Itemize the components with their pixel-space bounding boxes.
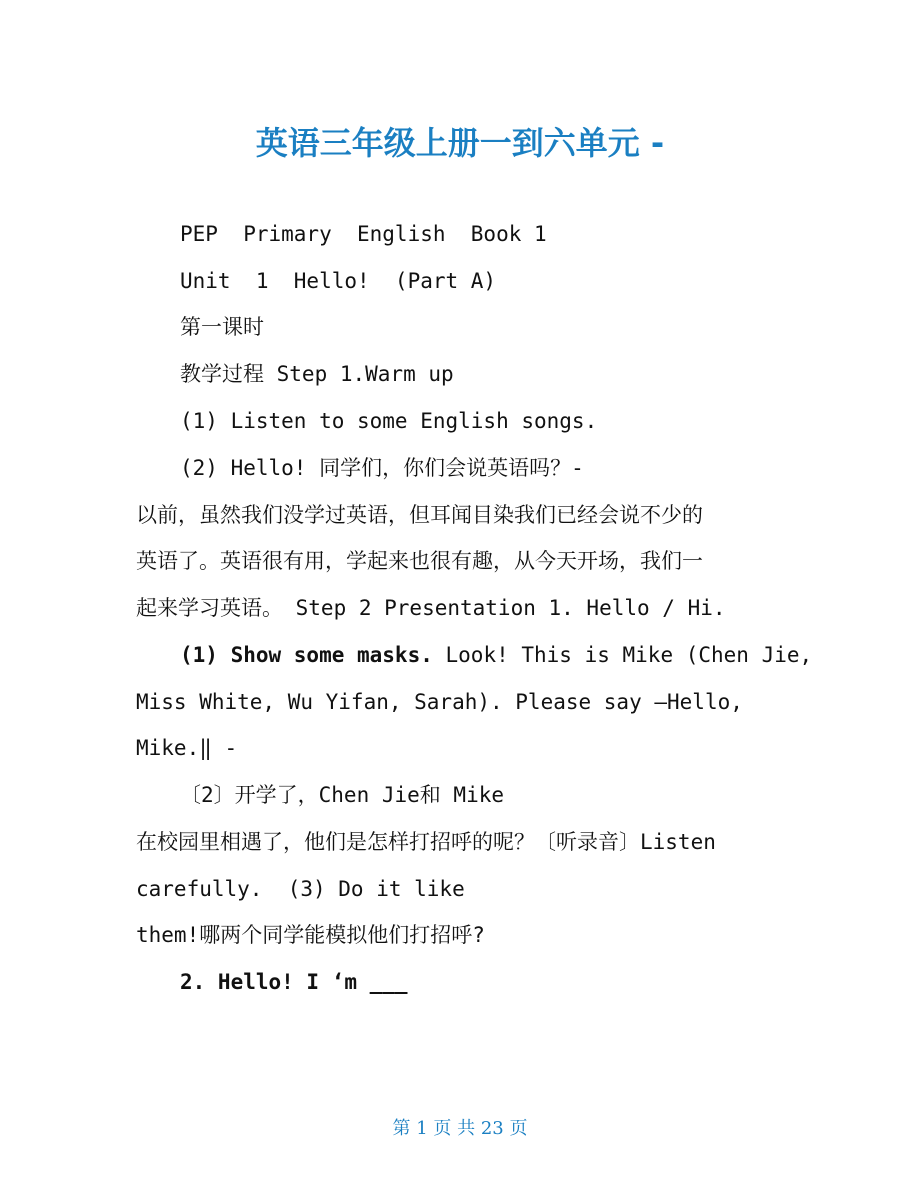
unit-line: Unit 1 Hello! (Part A) <box>180 269 497 293</box>
section-heading: 2. Hello! I ‘m ___ <box>180 970 408 994</box>
masks-line <box>180 641 812 669</box>
step2-item-line: 〔2〕开学了，Chen Jie和 Mike <box>180 783 505 807</box>
paragraph-line: carefully. (3) Do it like <box>136 877 465 901</box>
paragraph-line: Miss White, Wu Yifan, Sarah). Please say ―Hello, <box>136 690 743 714</box>
listen-line: (1) Listen to some English songs. <box>180 409 598 433</box>
paragraph-line: 英语了。英语很有用，学起来也很有趣，从今天开场，我们一 <box>136 549 703 573</box>
paragraph-line: 以前，虽然我们没学过英语，但耳闻目染我们已经会说不少的 <box>136 503 703 527</box>
document-title: 英语三年级上册一到六单元 - <box>255 124 665 162</box>
step1-line: 教学过程 Step 1.Warm up <box>180 362 454 386</box>
paragraph-line: 在校园里相遇了，他们是怎样打招呼的呢？〔听录音〕Listen <box>136 830 716 854</box>
paragraph-line: them!哪两个同学能模拟他们打招呼? <box>136 923 485 947</box>
masks-rest-text: Look! This is Mike (Chen Jie, <box>432 643 813 667</box>
paragraph-line: Mike.‖ - <box>136 736 238 760</box>
page-footer: 第 1 页 共 23 页 <box>392 1118 528 1139</box>
presentation-line: 起来学习英语。 Step 2 Presentation 1. Hello / Hi. <box>136 596 726 620</box>
book-line: PEP Primary English Book 1 <box>180 222 547 246</box>
lesson-line: 第一课时 <box>180 315 264 339</box>
masks-bold-text: (1) Show some masks. <box>180 643 433 667</box>
hello-question-line: (2) Hello! 同学们，你们会说英语吗？- <box>180 456 584 480</box>
